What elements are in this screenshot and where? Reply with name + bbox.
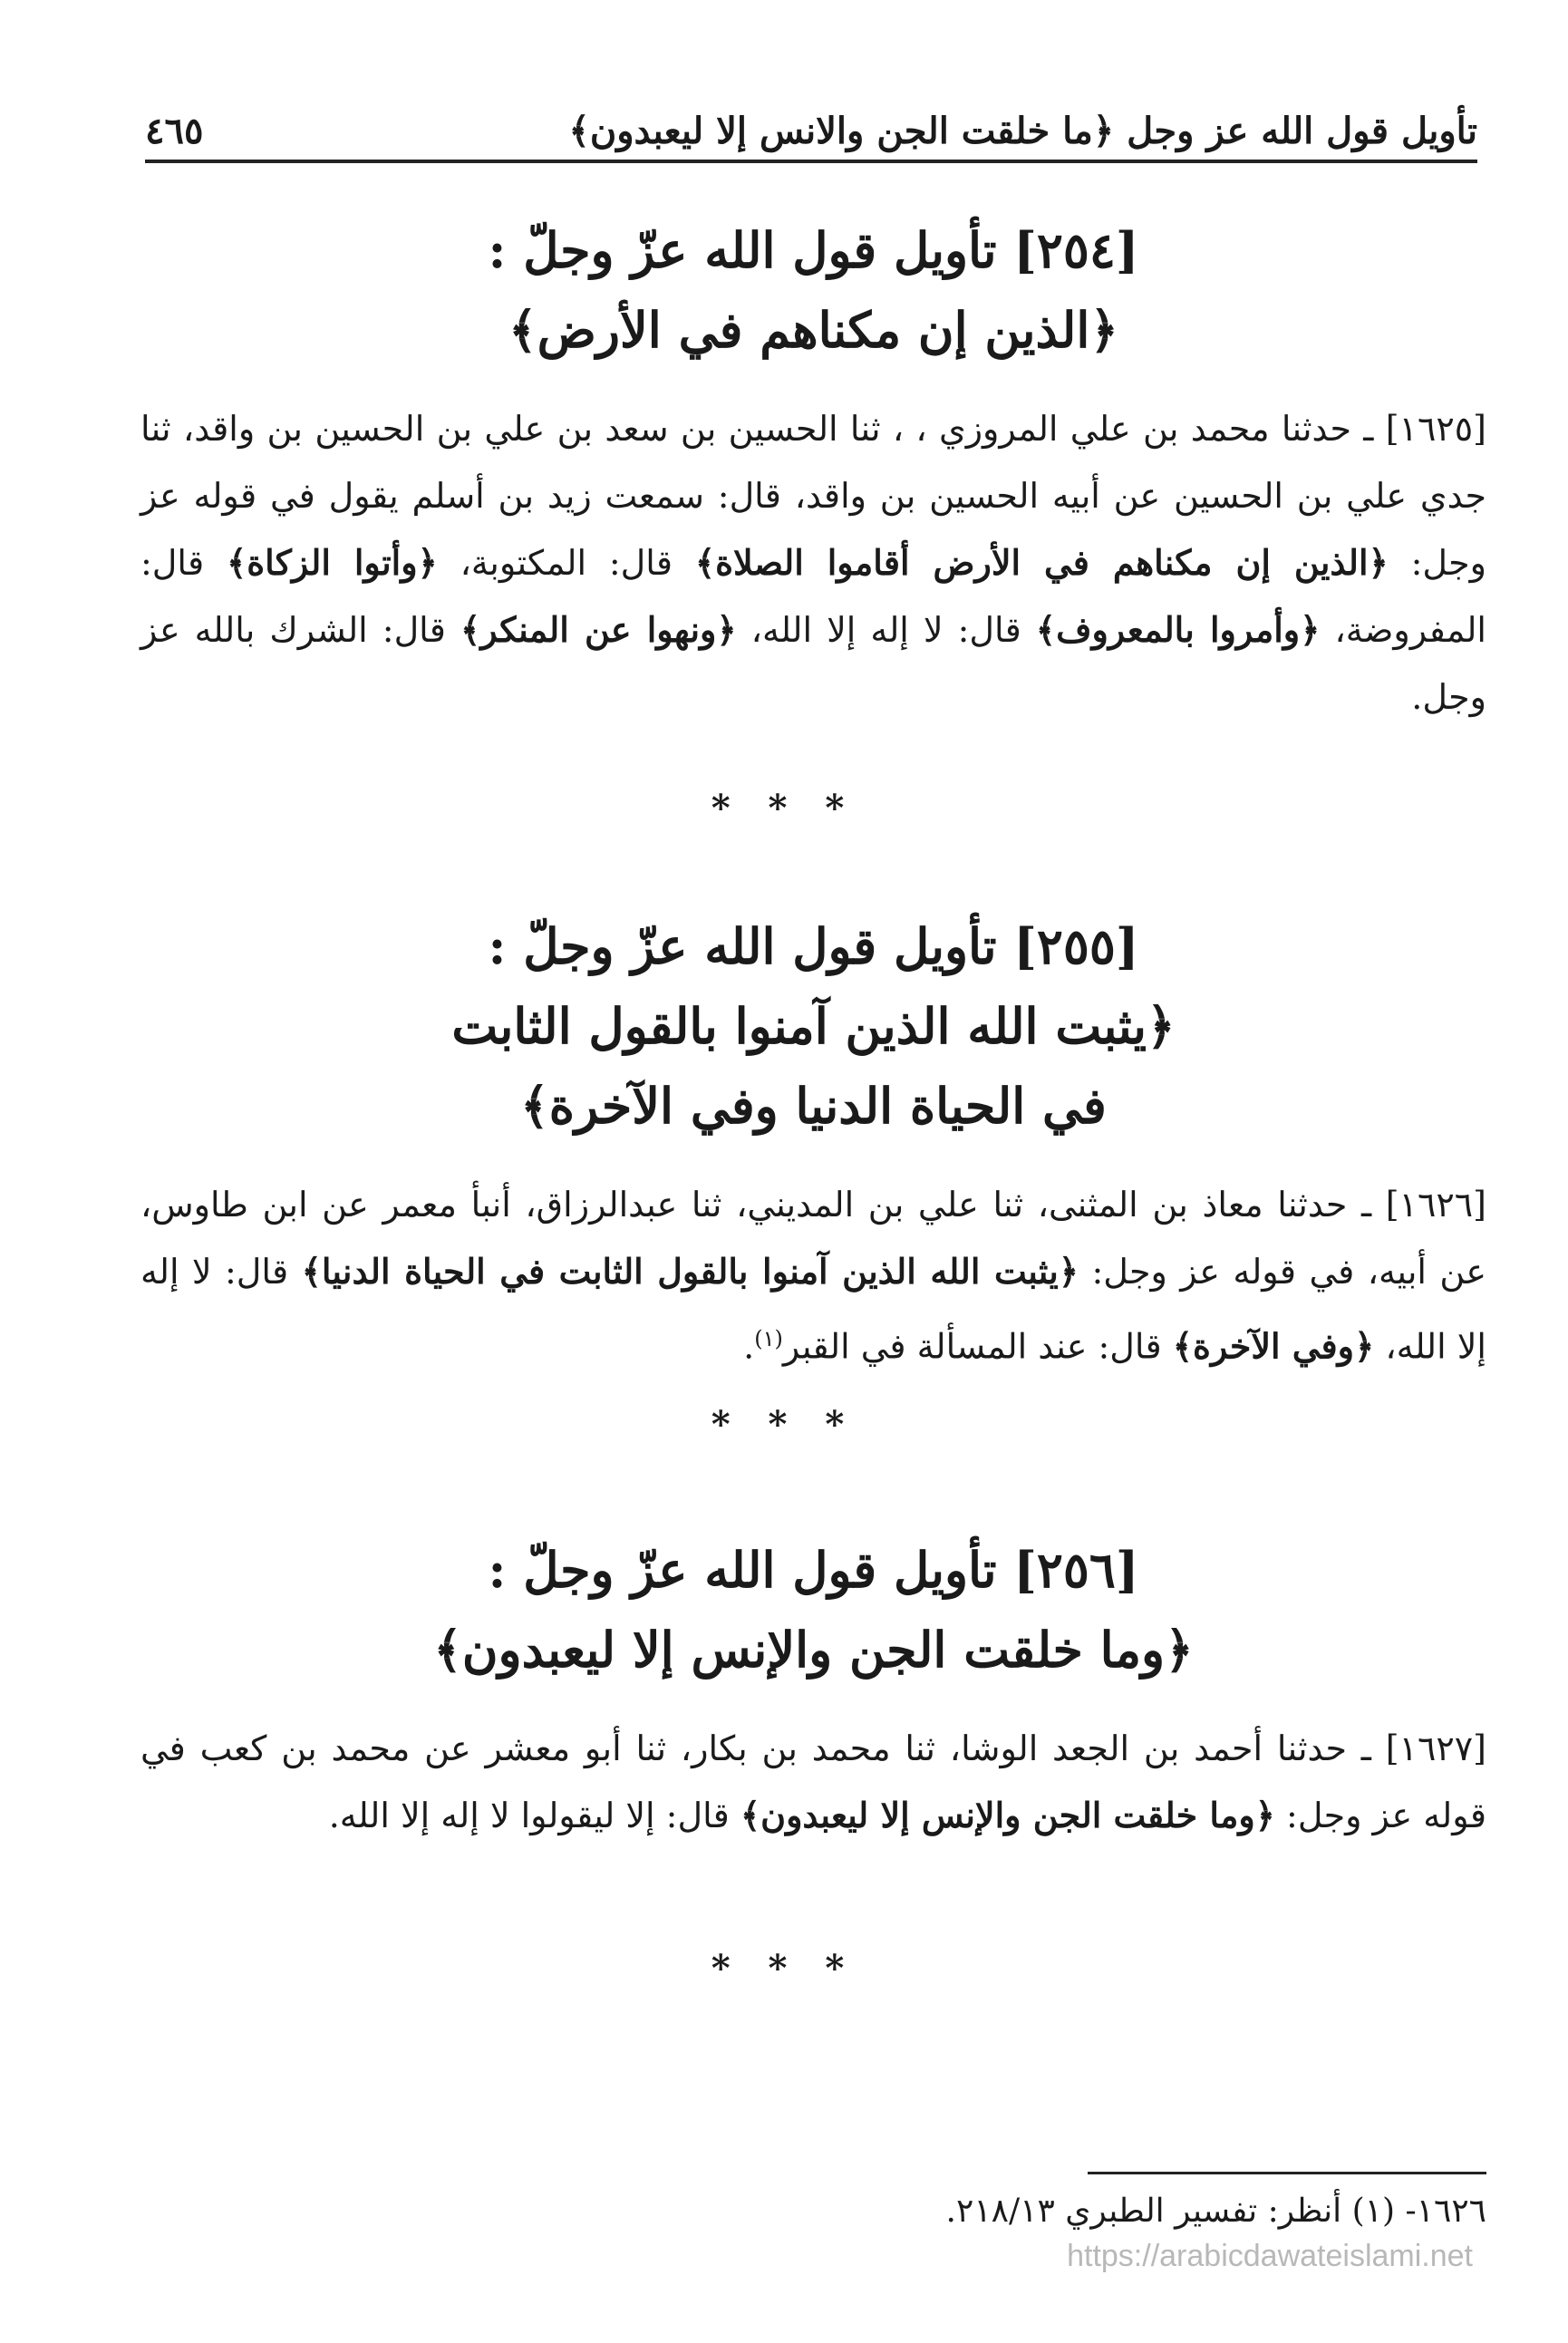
hadith-paragraph xyxy=(140,1171,1486,1380)
paragraph-text: قال: لا إله إلا الله، xyxy=(140,1252,1486,1367)
hadith-paragraph xyxy=(140,1715,1486,1849)
quran-verse-quote: ﴿ونهوا عن المنكر﴾ xyxy=(460,609,737,650)
section-title: [٢٥٦] تأويل قول الله عزّ وجلّ : xyxy=(488,1541,1139,1599)
paragraph-text: قال: المفروضة، xyxy=(140,543,1486,650)
section-title-verse: ﴿وما خلقت الجن والإنس إلا ليعبدون﴾ xyxy=(433,1621,1194,1679)
header-title: تأويل قول الله عز وجل ﴿ما خلقت الجن والانس إلا ليعبدون﴾ xyxy=(568,110,1477,152)
quran-verse-quote: ﴿وفي الآخرة﴾ xyxy=(1172,1325,1375,1367)
paragraph-text: [١٦٢٧] ـ حدثنا أحمد بن الجعد الوشا، ثنا محمد بن بكار، ثنا أبو معشر عن محمد بن كعب في قوله عز وجل: xyxy=(140,1728,1486,1835)
footnote-divider xyxy=(1088,2172,1486,2174)
quran-verse-quote: ﴿وأتوا الزكاة﴾ xyxy=(226,542,438,583)
footnote-marker: (١) xyxy=(754,1326,783,1351)
paragraph-text: قال: المكتوبة، xyxy=(437,543,695,583)
section-separator: * * * xyxy=(711,787,857,829)
paragraph-text: قال: لا إله إلا الله، xyxy=(736,610,1036,650)
section-separator: * * * xyxy=(711,1947,857,1990)
paragraph-text: قال: إلا ليقولوا لا إله إلا الله. xyxy=(328,1796,740,1835)
section-256 xyxy=(140,1530,1486,1849)
section-title-verse-cont: في الحياة الدنيا وفي الآخرة﴾ xyxy=(520,1077,1107,1135)
section-255 xyxy=(140,906,1486,1380)
section-254 xyxy=(140,210,1486,731)
quran-verse-quote: ﴿الذين إن مكناهم في الأرض أقاموا الصلاة﴾ xyxy=(694,542,1389,583)
running-header xyxy=(145,89,1477,163)
paragraph-text: [١٦٢٦] ـ حدثنا معاذ بن المثنى، ثنا علي بن المديني، ثنا عبدالرزاق، أنبأ معمر عن ابن طاوس، عن أبيه، في قوله عز وجل: xyxy=(140,1185,1486,1292)
watermark-url: https://arabicdawateislami.net xyxy=(1067,2239,1473,2273)
paragraph-text: . xyxy=(743,1326,755,1367)
quran-verse-quote: ﴿يثبت الله الذين آمنوا بالقول الثابت في الحياة الدنيا﴾ xyxy=(301,1251,1079,1292)
quran-verse-quote: ﴿وأمروا بالمعروف﴾ xyxy=(1035,609,1321,650)
section-title: [٢٥٥] تأويل قول الله عزّ وجلّ : xyxy=(488,917,1139,975)
quran-verse-quote: ﴿وما خلقت الجن والإنس إلا ليعبدون﴾ xyxy=(740,1795,1275,1835)
section-title-verse: ﴿يثبت الله الذين آمنوا بالقول الثابت xyxy=(451,997,1176,1055)
hadith-paragraph xyxy=(140,395,1486,731)
paragraph-text: قال: عند المسألة في القبر xyxy=(782,1326,1173,1367)
paragraph-text: [١٦٢٥] ـ حدثنا محمد بن علي المروزي ، ، ثنا الحسين بن سعد بن علي بن الحسين بن واقد، ثنا جدي علي بن الحسين عن أبيه الحسين بن واقد، قال: سمعت زيد بن أسلم يقول في قوله عز وجل: xyxy=(140,409,1486,583)
page-number: ٤٦٥ xyxy=(145,110,204,152)
footnote: ١٦٢٦- (١) أنظر: تفسير الطبري ٢١٨/١٣. xyxy=(945,2193,1486,2230)
paragraph-text: قال: الشرك بالله عز وجل. xyxy=(140,610,1486,717)
section-separator: * * * xyxy=(711,1403,857,1446)
section-title-verse: ﴿الذين إن مكناهم في الأرض﴾ xyxy=(508,301,1118,359)
section-title: [٢٥٤] تأويل قول الله عزّ وجلّ : xyxy=(488,221,1139,279)
